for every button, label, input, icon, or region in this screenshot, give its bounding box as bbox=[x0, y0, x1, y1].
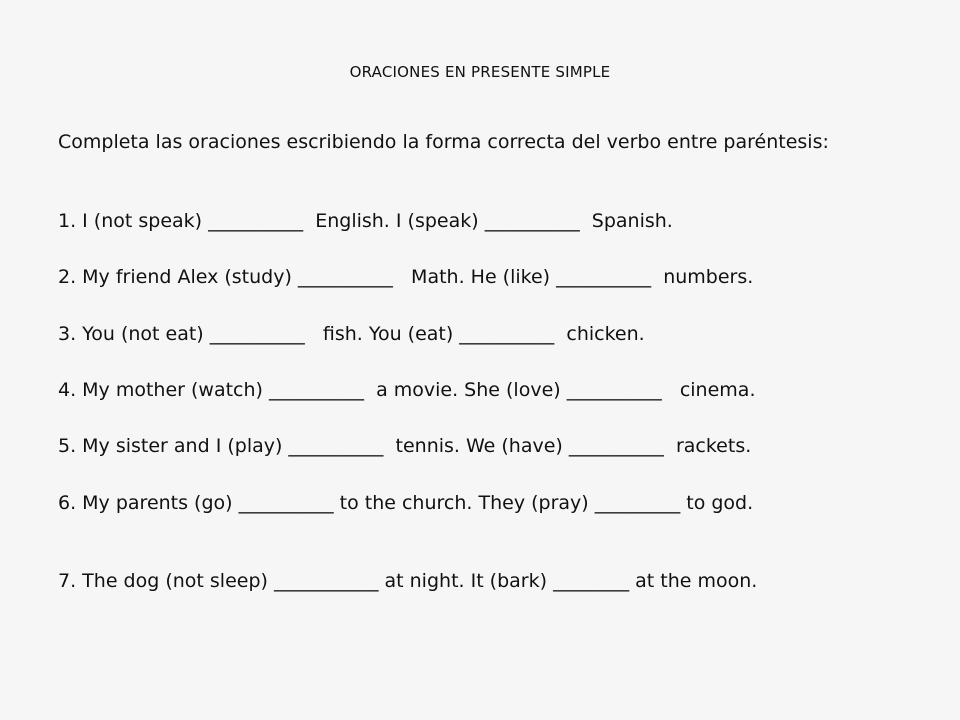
sentence-1: 1. I (not speak) __________ English. I (speak) __________ Spanish. bbox=[58, 210, 673, 232]
sentence-5: 5. My sister and I (play) __________ tennis. We (have) __________ rackets. bbox=[58, 435, 752, 457]
sentence-6: 6. My parents (go) __________ to the church. They (pray) _________ to god. bbox=[58, 492, 754, 514]
instructions-text: Completa las oraciones escribiendo la forma correcta del verbo entre paréntesis: bbox=[58, 131, 829, 153]
sentence-2: 2. My friend Alex (study) __________ Math. He (like) __________ numbers. bbox=[58, 266, 754, 288]
sentence-3: 3. You (not eat) __________ fish. You (eat) __________ chicken. bbox=[58, 323, 645, 345]
sentence-7: 7. The dog (not sleep) ___________ at night. It (bark) ________ at the moon. bbox=[58, 570, 758, 592]
worksheet-title: ORACIONES EN PRESENTE SIMPLE bbox=[349, 63, 611, 81]
sentence-4: 4. My mother (watch) __________ a movie. She (love) __________ cinema. bbox=[58, 379, 756, 401]
